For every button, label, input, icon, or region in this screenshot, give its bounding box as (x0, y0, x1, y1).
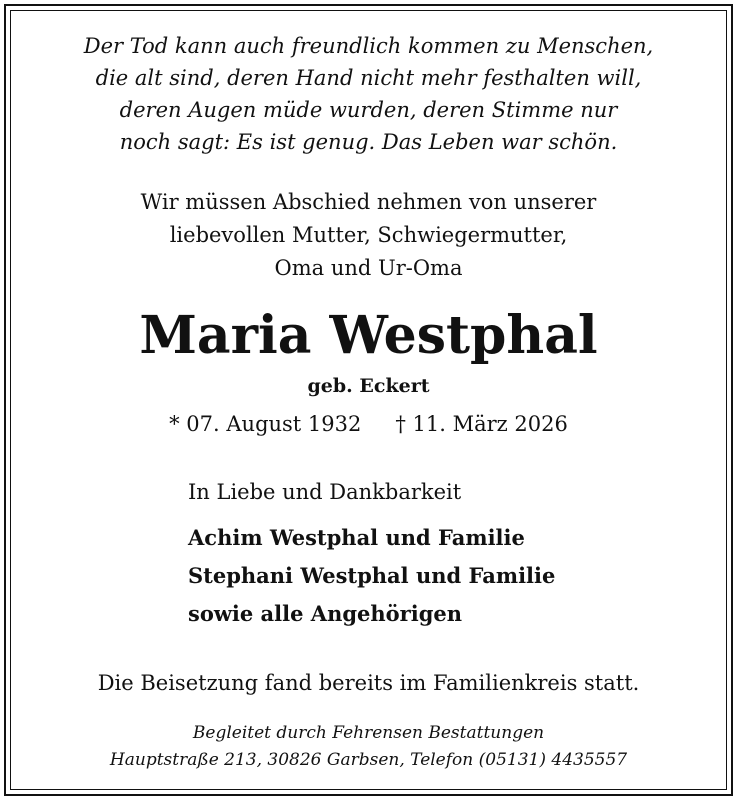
quote-line-4: noch sagt: Es ist genug. Das Leben war schön. (119, 130, 618, 154)
birth-date: * 07. August 1932 (169, 412, 362, 436)
intro-line-1: Wir müssen Abschied nehmen von unserer (140, 190, 597, 214)
undertaker-line-1: Begleitet durch Fehrensen Bestattungen (192, 723, 545, 743)
quote-line-3: deren Augen müde wurden, deren Stimme nur (119, 98, 618, 122)
quote-line-1: Der Tod kann auch freundlich kommen zu Menschen, (83, 34, 654, 58)
mourner-2: Stephani Westphal und Familie (188, 563, 556, 588)
deceased-name: Maria Westphal (139, 305, 598, 366)
mourners-heading: In Liebe und Dankbarkeit (188, 480, 462, 504)
intro-line-2: liebevollen Mutter, Schwiegermutter, (169, 223, 568, 247)
maiden-name: geb. Eckert (307, 375, 430, 397)
mourner-1: Achim Westphal und Familie (188, 525, 525, 550)
death-date: † 11. März 2026 (395, 412, 568, 436)
undertaker-line-2: Hauptstraße 213, 30826 Garbsen, Telefon (05131) 4435557 (109, 750, 628, 770)
quote-line-2: die alt sind, deren Hand nicht mehr festhalten will, (95, 66, 642, 90)
life-dates (0, 410, 737, 438)
burial-note: Die Beisetzung fand bereits im Familienkreis statt. (97, 671, 640, 695)
mourner-3: sowie alle Angehörigen (188, 601, 463, 626)
intro-line-3: Oma und Ur-Oma (274, 256, 463, 280)
